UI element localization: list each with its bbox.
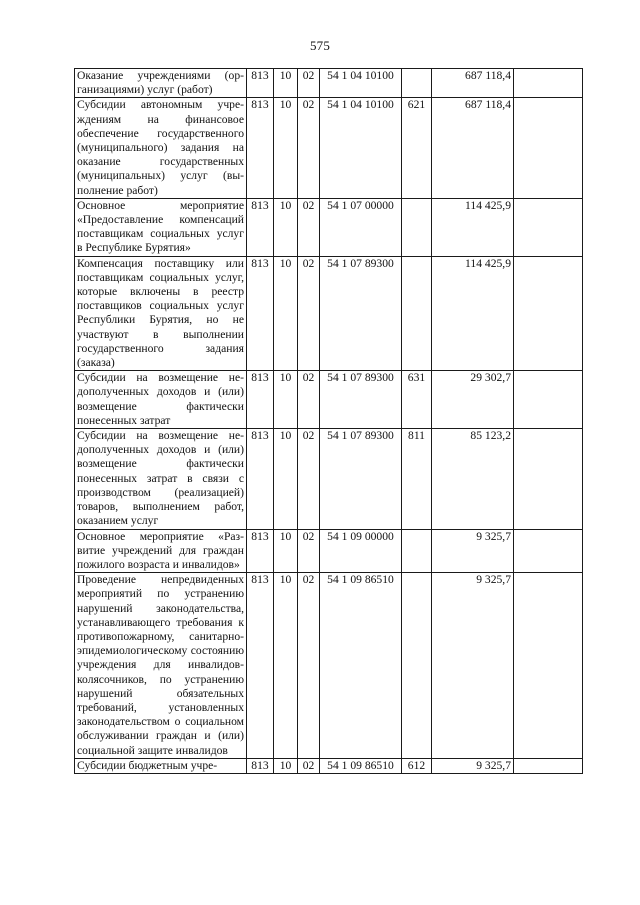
grbs-cell: 813 bbox=[247, 758, 274, 773]
row-name-cell: Субсидии на возмещение недополученных доходов и (или) возмещение фактически понесенных затрат в связи с производством (реализацией) товаров, выполнением работ, оказанием услуг bbox=[75, 429, 247, 529]
grbs-cell: 813 bbox=[247, 198, 274, 256]
target-article-cell: 54 1 07 89300 bbox=[320, 371, 402, 429]
table-row bbox=[75, 198, 583, 256]
blank-cell bbox=[514, 573, 583, 759]
section-cell: 10 bbox=[274, 371, 298, 429]
table-row bbox=[75, 429, 583, 529]
budget-table bbox=[74, 68, 583, 774]
table-row bbox=[75, 256, 583, 371]
section-cell: 10 bbox=[274, 529, 298, 573]
grbs-cell: 813 bbox=[247, 256, 274, 371]
expense-type-cell: 612 bbox=[402, 758, 432, 773]
expense-type-cell bbox=[402, 529, 432, 573]
amount-cell: 9 325,7 bbox=[432, 758, 514, 773]
row-name-cell: Субсидии бюджетным учре- bbox=[75, 758, 247, 773]
amount-cell: 9 325,7 bbox=[432, 573, 514, 759]
section-cell: 10 bbox=[274, 69, 298, 98]
target-article-cell: 54 1 09 86510 bbox=[320, 758, 402, 773]
subsection-cell: 02 bbox=[298, 529, 320, 573]
row-name-cell: Компенсация поставщику или поставщикам социальных услуг, которые включены в реестр поставщиков социальных услуг Республики Бурятия, но не участвуют в выполнении государственного задания (заказа) bbox=[75, 256, 247, 371]
subsection-cell: 02 bbox=[298, 198, 320, 256]
subsection-cell: 02 bbox=[298, 256, 320, 371]
blank-cell bbox=[514, 69, 583, 98]
table-row bbox=[75, 371, 583, 429]
expense-type-cell bbox=[402, 198, 432, 256]
grbs-cell: 813 bbox=[247, 69, 274, 98]
expense-type-cell: 631 bbox=[402, 371, 432, 429]
section-cell: 10 bbox=[274, 758, 298, 773]
subsection-cell: 02 bbox=[298, 371, 320, 429]
section-cell: 10 bbox=[274, 573, 298, 759]
expense-type-cell: 621 bbox=[402, 98, 432, 198]
table-row bbox=[75, 573, 583, 759]
target-article-cell: 54 1 04 10100 bbox=[320, 69, 402, 98]
grbs-cell: 813 bbox=[247, 573, 274, 759]
row-name-cell: Субсидии на возмещение недополученных доходов и (или) возмещение фактически понесенных затрат bbox=[75, 371, 247, 429]
table-row bbox=[75, 529, 583, 573]
subsection-cell: 02 bbox=[298, 69, 320, 98]
expense-type-cell bbox=[402, 256, 432, 371]
amount-cell: 687 118,4 bbox=[432, 98, 514, 198]
target-article-cell: 54 1 07 89300 bbox=[320, 429, 402, 529]
blank-cell bbox=[514, 371, 583, 429]
expense-type-cell: 811 bbox=[402, 429, 432, 529]
blank-cell bbox=[514, 198, 583, 256]
amount-cell: 687 118,4 bbox=[432, 69, 514, 98]
subsection-cell: 02 bbox=[298, 758, 320, 773]
grbs-cell: 813 bbox=[247, 529, 274, 573]
budget-table-body bbox=[75, 69, 583, 774]
target-article-cell: 54 1 04 10100 bbox=[320, 98, 402, 198]
row-name-cell: Основное мероприятие «Предоставление компенсаций поставщикам социальных услуг в Республике Бурятия» bbox=[75, 198, 247, 256]
subsection-cell: 02 bbox=[298, 429, 320, 529]
page-number: 575 bbox=[309, 38, 331, 53]
row-name-cell: Субсидии автономным учреждениям на финансовое обеспечение государственного (муниципального) задания на оказание государственных (муниципальных) услуг (выполнение работ) bbox=[75, 98, 247, 198]
amount-cell: 114 425,9 bbox=[432, 256, 514, 371]
target-article-cell: 54 1 09 00000 bbox=[320, 529, 402, 573]
target-article-cell: 54 1 07 89300 bbox=[320, 256, 402, 371]
table-row bbox=[75, 98, 583, 198]
target-article-cell: 54 1 07 00000 bbox=[320, 198, 402, 256]
grbs-cell: 813 bbox=[247, 429, 274, 529]
blank-cell bbox=[514, 758, 583, 773]
blank-cell bbox=[514, 529, 583, 573]
blank-cell bbox=[514, 98, 583, 198]
section-cell: 10 bbox=[274, 256, 298, 371]
row-name-cell: Проведение непредвиденных мероприятий по устранению нарушений законодательства, устанавливающего требования к противопожарному, санитарно-эпидемиологическому состоянию учреждения для инвалидов-колясочников, по устранению нарушений обязательных требований, установленных законодательством о социальном обслуживании граждан и (или) социальной защите инвалидов bbox=[75, 573, 247, 759]
section-cell: 10 bbox=[274, 98, 298, 198]
table-row bbox=[75, 69, 583, 98]
subsection-cell: 02 bbox=[298, 98, 320, 198]
section-cell: 10 bbox=[274, 429, 298, 529]
blank-cell bbox=[514, 256, 583, 371]
table-row bbox=[75, 758, 583, 773]
amount-cell: 85 123,2 bbox=[432, 429, 514, 529]
section-cell: 10 bbox=[274, 198, 298, 256]
blank-cell bbox=[514, 429, 583, 529]
grbs-cell: 813 bbox=[247, 371, 274, 429]
amount-cell: 114 425,9 bbox=[432, 198, 514, 256]
amount-cell: 29 302,7 bbox=[432, 371, 514, 429]
grbs-cell: 813 bbox=[247, 98, 274, 198]
row-name-cell: Оказание учреждениями (организациями) услуг (работ) bbox=[75, 69, 247, 98]
target-article-cell: 54 1 09 86510 bbox=[320, 573, 402, 759]
amount-cell: 9 325,7 bbox=[432, 529, 514, 573]
expense-type-cell bbox=[402, 573, 432, 759]
subsection-cell: 02 bbox=[298, 573, 320, 759]
expense-type-cell bbox=[402, 69, 432, 98]
row-name-cell: Основное мероприятие «Развитие учреждений для граждан пожилого возраста и инвалидов» bbox=[75, 529, 247, 573]
